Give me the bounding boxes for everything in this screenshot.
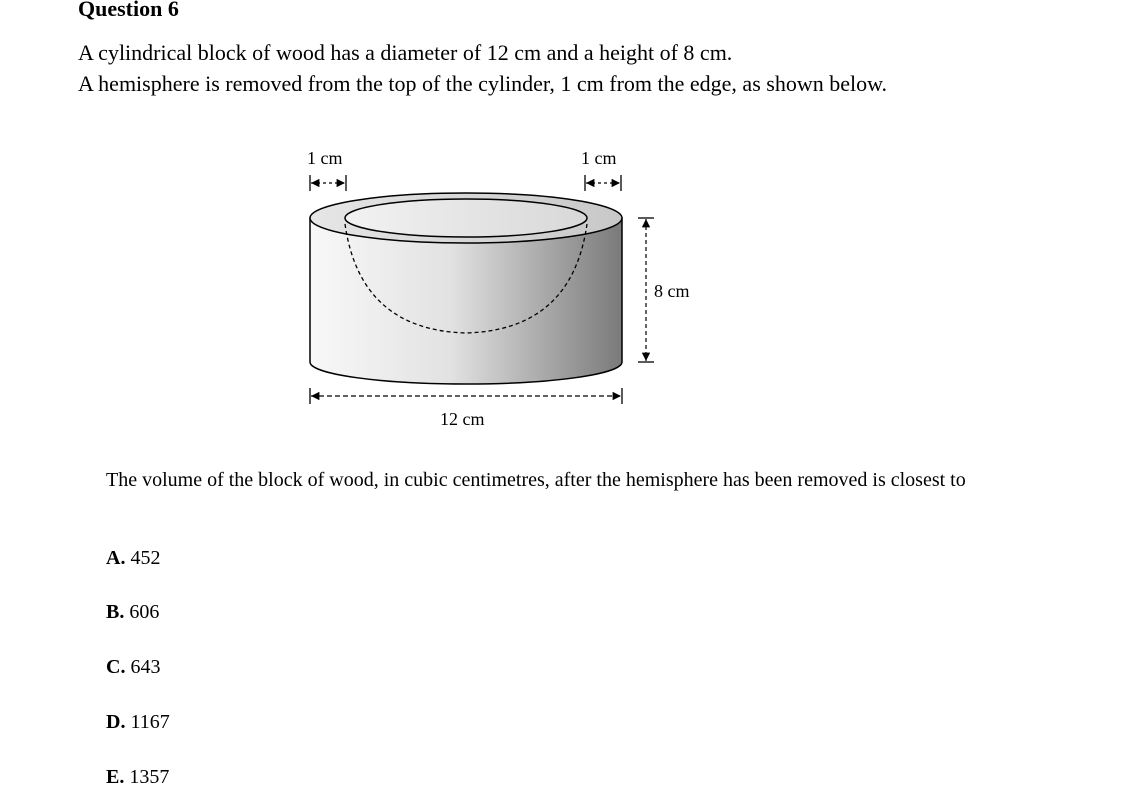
option-d-letter: D. <box>106 711 126 733</box>
intro-line-2: A hemisphere is removed from the top of the cylinder, 1 cm from the edge, as shown below. <box>78 71 888 96</box>
option-e-value: 1357 <box>129 766 170 788</box>
question-title: Question 6 <box>78 0 179 21</box>
option-c-value: 643 <box>130 656 161 678</box>
intro-line-1: A cylindrical block of wood has a diameter of 12 cm and a height of 8 cm. <box>78 40 733 65</box>
option-e[interactable] <box>106 765 169 789</box>
option-b-value: 606 <box>129 601 160 623</box>
height-label: 8 cm <box>654 281 690 301</box>
option-d-value: 1167 <box>130 711 170 733</box>
right-gap-label: 1 cm <box>581 148 617 168</box>
option-a[interactable] <box>106 546 160 570</box>
option-c-letter: C. <box>106 656 126 678</box>
diameter-label: 12 cm <box>440 409 485 429</box>
option-c[interactable] <box>106 655 160 679</box>
option-e-letter: E. <box>106 766 125 788</box>
option-b[interactable] <box>106 600 159 624</box>
left-gap-label: 1 cm <box>307 148 343 168</box>
question-prompt: The volume of the block of wood, in cubic centimetres, after the hemisphere has been removed is closest to <box>106 469 966 491</box>
option-d[interactable] <box>106 710 170 734</box>
option-b-letter: B. <box>106 601 125 623</box>
option-a-letter: A. <box>106 547 126 569</box>
hemisphere-opening <box>345 199 587 237</box>
option-a-value: 452 <box>130 547 161 569</box>
